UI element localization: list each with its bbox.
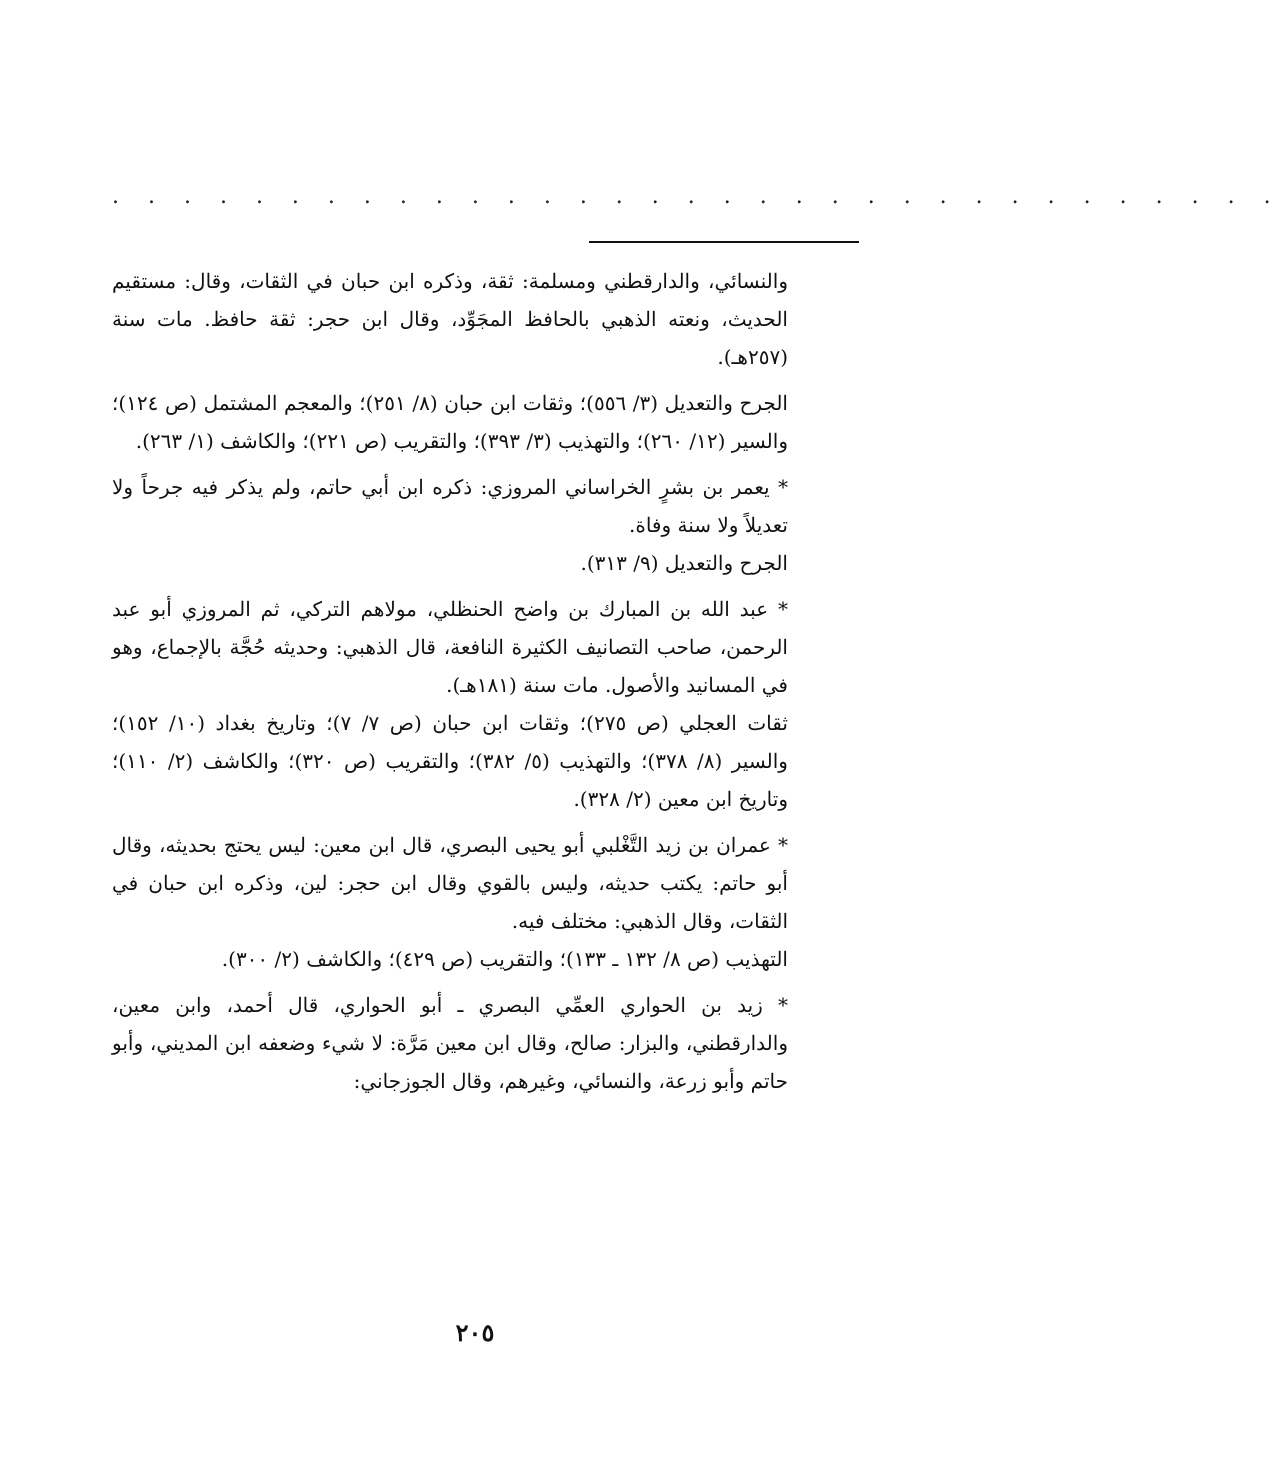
separator-dots: . . . . . . . . . . . . . . . . . . . . . . . . . . . . . . . . . (112, 184, 1282, 209)
footnote-rule (589, 241, 859, 243)
paragraph: التهذيب (ص ٨/ ١٣٢ ـ ١٣٣)؛ والتقريب (ص ٤٢٩)؛ والكاشف (٢/ ٣٠٠). (221, 947, 788, 971)
page-number: ٢٠٥ (455, 1318, 495, 1347)
paragraph: * عبد الله بن المبارك بن واضح الحنظلي، مولاهم التركي، ثم المروزي أبو عبد الرحمن، صاحب التصانيف الكثيرة النافعة، قال الذهبي: وحديثه حُجَّة بالإجماع، وهو في المسانيد والأصول. مات سنة (١٨١هـ). (112, 597, 788, 697)
paragraph: الجرح والتعديل (٩/ ٣١٣). (580, 551, 788, 575)
paragraph: والنسائي، والدارقطني ومسلمة: ثقة، وذكره ابن حبان في الثقات، وقال: مستقيم الحديث، ونعته الذهبي بالحافظ المجَوِّد، وقال ابن حجر: ثقة حافظ. مات سنة (٢٥٧هـ). (112, 269, 788, 369)
paragraph: * يعمر بن بشرٍ الخراساني المروزي: ذكره ابن أبي حاتم، ولم يذكر فيه جرحاً ولا تعديلاً ولا سنة وفاة. (112, 475, 788, 537)
page-body (112, 262, 788, 1108)
paragraph: * عمران بن زيد التَّغْلبي أبو يحيى البصري، قال ابن معين: ليس يحتج بحديثه، وقال أبو حاتم: يكتب حديثه، وليس بالقوي وقال ابن حجر: لين، وذكره ابن حبان في الثقات، وقال الذهبي: مختلف فيه. (112, 833, 788, 933)
paragraph: ثقات العجلي (ص ٢٧٥)؛ وثقات ابن حبان (ص ٧/ ٧)؛ وتاريخ بغداد (١٠/ ١٥٢)؛ والسير (٨/ ٣٧٨)؛ والتهذيب (٥/ ٣٨٢)؛ والتقريب (ص ٣٢٠)؛ والكاشف (٢/ ١١٠)؛ وتاريخ ابن معين (٢/ ٣٢٨). (112, 711, 788, 811)
paragraph: * زيد بن الحواري العمِّي البصري ـ أبو الحواري، قال أحمد، وابن معين، والدارقطني، والبزار: صالح، وقال ابن معين مَرَّة: لا شيء وضعفه ابن المديني، وأبو حاتم وأبو زرعة، والنسائي، وغيرهم، وقال الجوزجاني: (112, 993, 788, 1093)
paragraph: الجرح والتعديل (٣/ ٥٥٦)؛ وثقات ابن حبان (٨/ ٢٥١)؛ والمعجم المشتمل (ص ١٢٤)؛ والسير (١٢/ ٢٦٠)؛ والتهذيب (٣/ ٣٩٣)؛ والتقريب (ص ٢٢١)؛ والكاشف (١/ ٢٦٣). (112, 391, 788, 453)
